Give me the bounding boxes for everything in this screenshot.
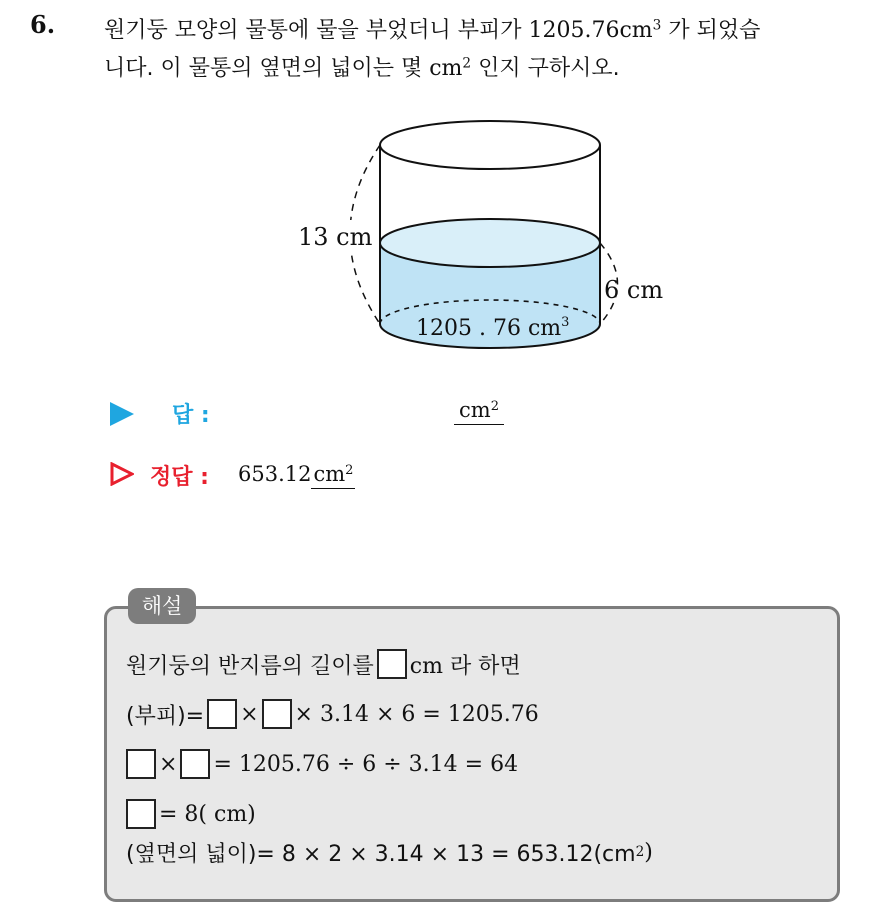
- solution-line1-text: 원기둥의 반지름의 길이를: [126, 653, 374, 679]
- solution-line-1: [126, 646, 521, 682]
- question-line1-end: 가 되었습: [661, 18, 761, 43]
- solution-line2-times: ×: [240, 701, 259, 727]
- cylinder-top: [380, 121, 600, 169]
- solution-line-5: (옆면의 넓이)= 8 × 2 × 3.14 × 13 = 653.12(cm 2 ): [126, 834, 653, 870]
- answer-arrow-icon: [110, 402, 134, 426]
- answer-input[interactable]: [454, 398, 504, 425]
- solution-line5-end: ): [644, 839, 653, 865]
- solution-line5-text: (옆면의 넓이)= 8 × 2 × 3.14 × 13 = 653.12(cm: [126, 841, 636, 867]
- correct-arrow-icon: [110, 462, 134, 486]
- answer-label: 답 :: [172, 403, 210, 428]
- area-unit: cm: [429, 56, 463, 81]
- water-surface: [380, 219, 600, 267]
- answer-unit-exp: 2: [490, 398, 499, 414]
- solution-tab: 해설: [128, 588, 196, 624]
- blank-box: [126, 799, 156, 829]
- volume-label-exp: 3: [561, 315, 570, 330]
- question-number: 6.: [30, 10, 56, 39]
- correct-unit: cm: [313, 462, 346, 486]
- solution-line2-prefix: (부피)=: [126, 703, 205, 729]
- correct-value-group: [238, 462, 355, 489]
- blank-box: [207, 699, 237, 729]
- correct-label: 정답 :: [150, 465, 209, 490]
- height-label: 13 cm: [298, 223, 373, 251]
- question-line2-start: 니다. 이 물통의 옆면의 넓이는 몇: [104, 56, 430, 81]
- volume-unit: cm: [619, 18, 653, 43]
- answer-unit: cm: [459, 398, 491, 422]
- solution-line-4: [126, 796, 256, 832]
- water-height-label: 6 cm: [604, 276, 664, 304]
- solution-line-2: [126, 696, 539, 732]
- area-exponent: 2: [462, 55, 472, 72]
- solution-line3-rest: = 1205.76 ÷ 6 ÷ 3.14 = 64: [213, 751, 519, 777]
- solution-line4-rest: = 8( cm): [159, 801, 256, 827]
- volume-exponent: 3: [652, 17, 662, 34]
- volume-label: [416, 315, 569, 341]
- solution-line-3: [126, 746, 518, 782]
- volume-value: 1205.76: [528, 18, 620, 43]
- solution-line1-end: cm 라 하면: [409, 653, 521, 679]
- question-line2-end: 인지 구하시오.: [471, 56, 620, 81]
- blank-box: [262, 699, 292, 729]
- cylinder-diagram: [280, 110, 680, 370]
- blank-box: [377, 649, 407, 679]
- volume-label-text: 1205 . 76 cm: [416, 316, 562, 341]
- solution-line2-rest: × 3.14 × 6 = 1205.76: [294, 701, 539, 727]
- correct-unit-exp: 2: [345, 462, 354, 478]
- blank-box: [180, 749, 210, 779]
- correct-value: 653.12: [238, 462, 312, 486]
- question-line1-start: 원기둥 모양의 물통에 물을 부었더니 부피가: [104, 18, 529, 43]
- blank-box: [126, 749, 156, 779]
- question-text: [104, 12, 864, 88]
- correct-unit-wrap: [311, 462, 355, 489]
- cylinder-figure: [280, 110, 680, 370]
- solution-line3-times: ×: [159, 751, 178, 777]
